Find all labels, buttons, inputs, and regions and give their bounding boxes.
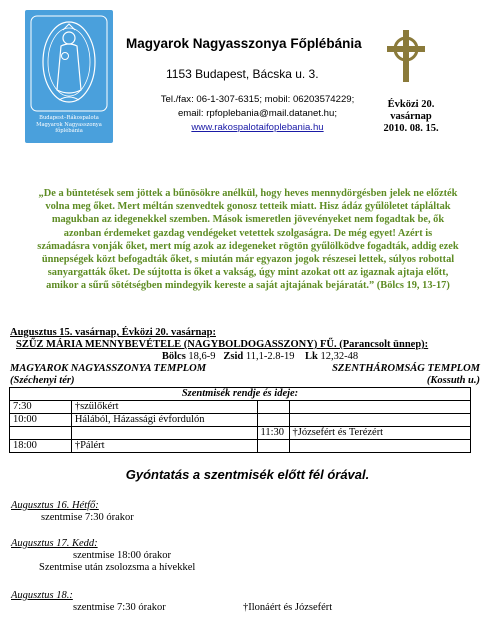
day-block	[11, 538, 195, 574]
phone-line: Tel./fax: 06-1-307-6315; mobil: 06203574229;	[160, 94, 355, 105]
parish-address: 1153 Budapest, Bácska u. 3.	[166, 67, 319, 81]
church-left-location: (Széchenyi tér)	[10, 375, 75, 386]
table-row	[10, 414, 471, 427]
table-header-row	[10, 388, 471, 401]
day-heading: Augusztus 16. Hétfő:	[11, 500, 99, 511]
day-intention: †Ilonáért és Józsefért	[243, 602, 333, 613]
reading-ref: 12,32-48	[320, 351, 359, 362]
scripture-quote	[16, 187, 480, 293]
day-block	[11, 590, 332, 614]
logo-caption-line: Budapest–Rákospalota	[39, 115, 99, 121]
mass-time	[257, 401, 289, 414]
table-row	[10, 401, 471, 414]
mass-intention: †szülőkért	[71, 401, 257, 414]
day-line: Szentmise után zsolozsma a hívekkel	[39, 562, 196, 573]
quote-line: ünnepségek közt befogadták őket, s miután már egyazon jogok részesei lettek, súlyos robottal	[41, 254, 455, 266]
mass-schedule-table	[9, 387, 471, 453]
mass-intention: †Pálért	[71, 440, 257, 453]
liturgy-section	[10, 327, 480, 387]
mass-time	[257, 440, 289, 453]
day-block	[11, 500, 134, 524]
mass-time	[257, 414, 289, 427]
mass-intention	[71, 427, 257, 440]
mass-intention	[289, 414, 471, 427]
celtic-cross-icon	[383, 28, 429, 84]
quote-line: azonban érdemeket gazdag vendégeket vetettek szolgaságra. De még egyet! Azért is	[63, 227, 433, 239]
reading-ref: 18,6-9	[188, 351, 216, 362]
parish-logo	[25, 10, 113, 143]
readings-line	[10, 351, 480, 363]
mass-intention	[289, 401, 471, 414]
liturgical-date	[376, 99, 446, 135]
confession-notice: Gyóntatás a szentmisék előtt fél órával.	[125, 467, 370, 482]
mass-time	[10, 427, 72, 440]
reading-ref: 11,1-2.8-19	[245, 351, 295, 362]
feast-title: SZŰZ MÁRIA MENNYBEVÉTELE (NAGYBOLDOGASSZONY) FŰ. (Parancsolt ünnep):	[16, 339, 429, 350]
mass-intention: †Józsefért és Terézért	[289, 427, 471, 440]
logo-caption-line: főplébánia	[55, 128, 83, 134]
contact-block	[135, 93, 380, 135]
church-right-name: SZENTHÁROMSÁG TEMPLOM	[332, 363, 480, 374]
reading-book: Bölcs	[161, 351, 186, 362]
logo-caption-line: Magyarok Nagyasszonya	[36, 121, 102, 128]
mass-time: 11:30	[257, 427, 289, 440]
quote-line: volna meg őket. Mert méltán szenvedtek gonosz tetteik miatt. Hisz ádáz gyűlöletet tápláltak	[45, 201, 451, 213]
table-header: Szentmisék rendje és ideje:	[10, 388, 471, 401]
website-link[interactable]: www.rakospalotaifoplebania.hu	[191, 122, 324, 133]
day-heading: Augusztus 18.:	[11, 590, 73, 601]
reading-book: Zsid	[223, 351, 244, 362]
date-line: vasárnap	[390, 111, 432, 122]
church-locations	[10, 375, 480, 387]
mass-time: 7:30	[10, 401, 72, 414]
sunday-heading: Augusztus 15. vasárnap, Évközi 20. vasárnap:	[10, 327, 216, 338]
mass-time: 18:00	[10, 440, 72, 453]
mass-intention: Hálából, Házassági évfordulón	[71, 414, 257, 427]
quote-line: magukban az idegenekkel szemben. Mások ismeretlen jövevényeket nem fogadtak be, ők	[51, 214, 445, 226]
day-line: szentmise 7:30 órakor	[41, 512, 134, 523]
date-line: 2010. 08. 15.	[383, 123, 439, 134]
email-line[interactable]: email: rpfoplebania@mail.datanet.hu;	[177, 108, 338, 119]
quote-line: amikor a sűrű sötétségben mindegyik kereste a saját ajtajának bejáratát.” (Bölcs 19, 13-17)	[46, 280, 450, 292]
reading-book: Lk	[305, 351, 318, 362]
quote-line: sanyargatták őket. De sújtotta is őket a vakság, úgy mint azokat ott az igaznak ajtaja előtt,	[47, 267, 449, 279]
church-right-location: (Kossuth u.)	[426, 375, 480, 386]
quote-line: „De a büntetések sem jöttek a bűnösökre anélkül, hogy heves mennydörgésben jelek ne előzték	[38, 188, 458, 199]
parish-title: Magyarok Nagyasszonya Főplébánia	[126, 36, 362, 51]
quote-line: számadásra vonják őket, mert míg azok az idegeneket rögtön gyűlölködve fogadták, addig ezek	[37, 240, 459, 252]
mass-time: 10:00	[10, 414, 72, 427]
day-line: szentmise 18:00 órakor	[73, 550, 171, 561]
table-row	[10, 427, 471, 440]
mass-intention	[289, 440, 471, 453]
table-row	[10, 440, 471, 453]
church-names	[10, 363, 480, 375]
church-left-name: MAGYAROK NAGYASSZONYA TEMPLOM	[10, 363, 207, 374]
day-heading: Augusztus 17. Kedd:	[11, 538, 98, 549]
day-line: szentmise 7:30 órakor	[73, 602, 166, 613]
day-line-row	[11, 602, 332, 614]
date-line: Évközi 20.	[387, 99, 435, 110]
